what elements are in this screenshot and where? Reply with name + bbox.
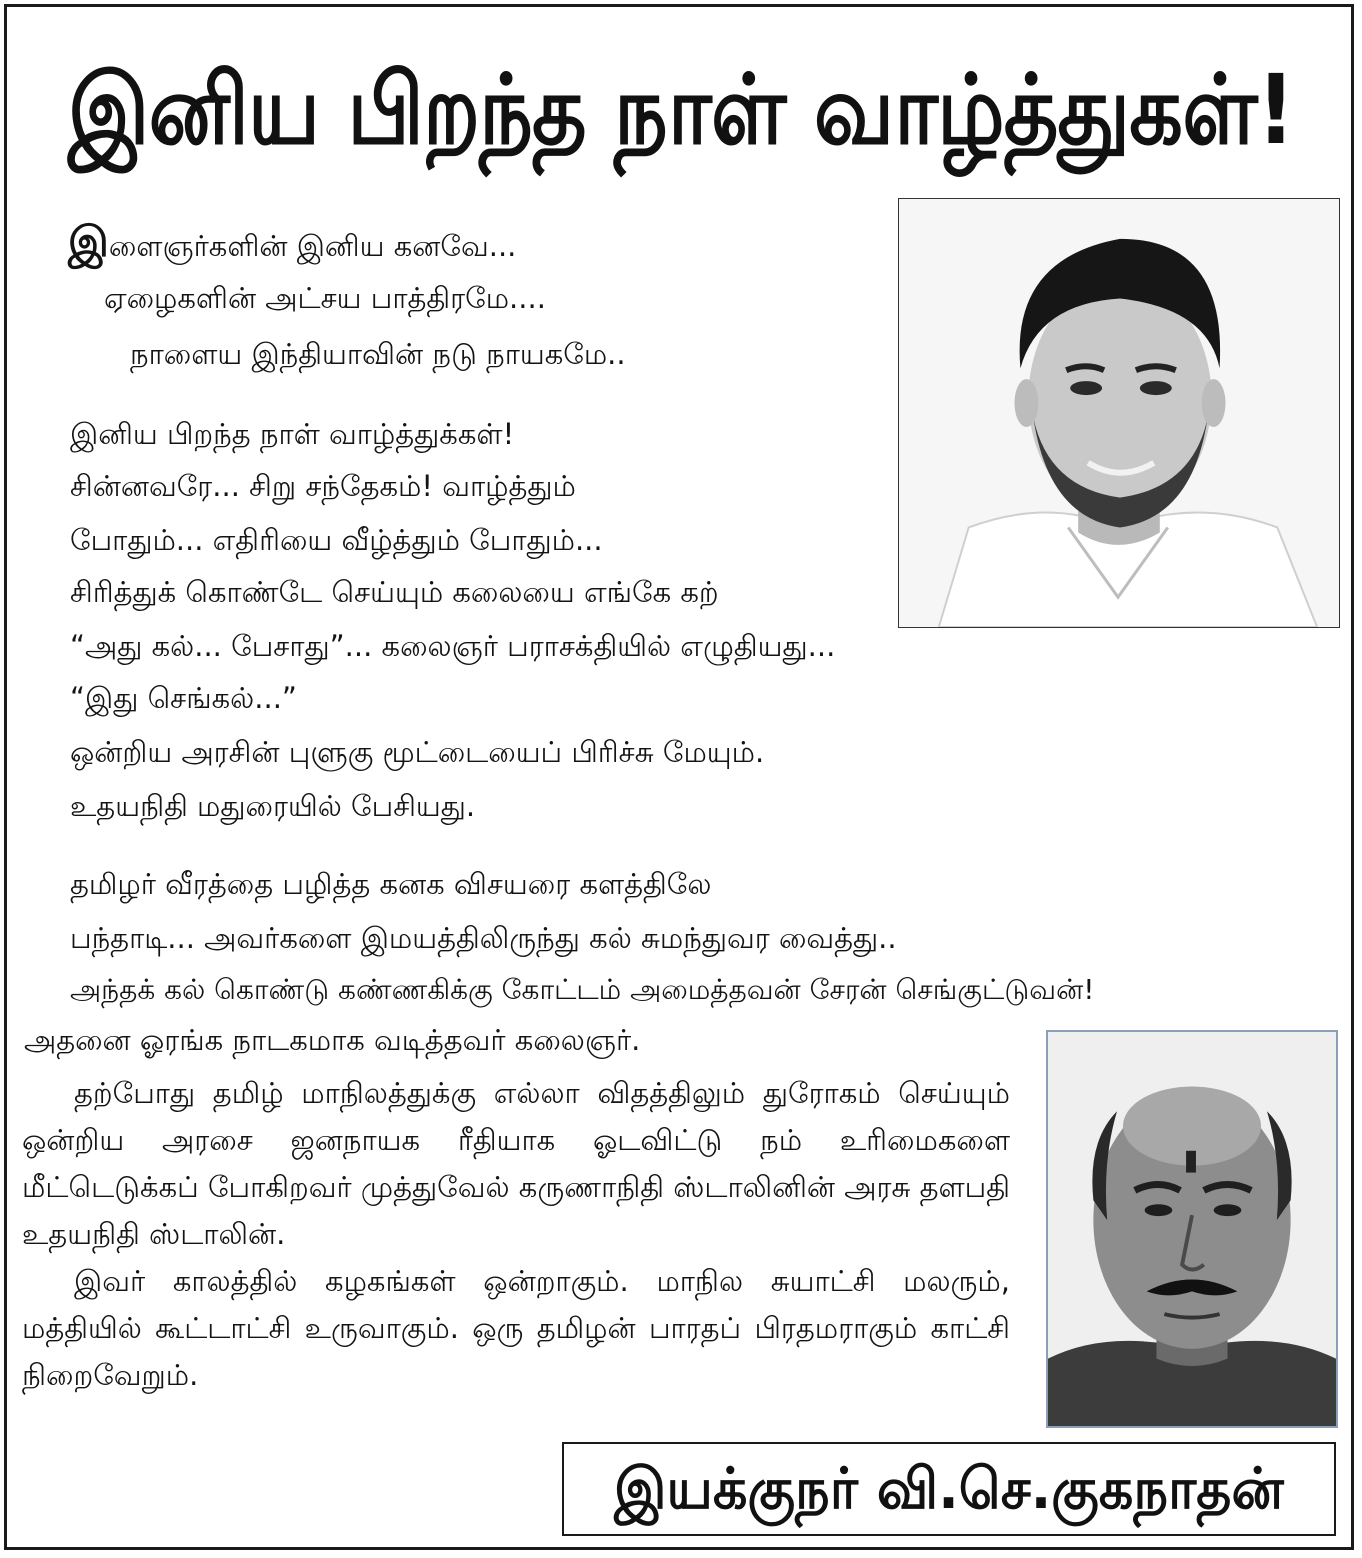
stanza2-line: இனிய பிறந்த நாள் வாழ்த்துக்கள்! xyxy=(70,417,515,451)
portrait-photo-bottom xyxy=(1046,1030,1338,1428)
stanza2-line: “அது கல்... பேசாது”... கலைஞர் பராசக்தியில் எழுதியது... xyxy=(70,629,836,663)
signature: இயக்குநர் வி.செ.குகநாதன் xyxy=(614,1455,1284,1522)
stanza3-line: அதனை ஓரங்க நாடகமாக வடித்தவர் கலைஞர். xyxy=(24,1023,641,1057)
poem-line-1 xyxy=(68,217,517,266)
portrait-photo-top xyxy=(898,198,1340,628)
stanza2-line: உதயநிதி மதுரையில் பேசியது. xyxy=(70,789,476,823)
headline: இனிய பிறந்த நாள் வாழ்த்துகள்! xyxy=(67,53,1295,166)
stanza3-line: பந்தாடி... அவர்களை இமயத்திலிருந்து கல் சுமந்துவர வைத்து.. xyxy=(70,921,897,955)
signature-box xyxy=(562,1442,1336,1536)
paragraph-5: இவர் காலத்தில் கழகங்கள் ஒன்றாகும். மாநில சுயாட்சி மலரும், மத்தியில் கூட்டாட்சி உருவாகும். ஒரு தமிழன் பாரதப் பிரதமராகும் காட்சி நிறைவேறும். xyxy=(22,1264,1011,1392)
dropcap-letter: இ xyxy=(68,217,109,266)
stanza3-line: அந்தக் கல் கொண்டு கண்ணகிக்கு கோட்டம் அமைத்தவன் சேரன் செங்குட்டுவன்! xyxy=(70,973,1095,1006)
paragraph-4: தற்போது தமிழ் மாநிலத்துக்கு எல்லா விதத்திலும் துரோகம் செய்யும் ஒன்றிய அரசை ஜனநாயக ரீதியாக ஓடவிட்டு நம் உரிமைகளை மீட்டெடுக்கப் போகிறவர் முத்துவேல் கருணாநிதி ஸ்டாலினின் அரசு தளபதி உதயநிதி ஸ்டாலின். xyxy=(22,1076,1010,1251)
stanza2-line: ஒன்றிய அரசின் புளுகு மூட்டையைப் பிரிச்சு மேயும். xyxy=(70,735,765,769)
stanza2-line: போதும்... எதிரியை வீழ்த்தும் போதும்... xyxy=(70,523,603,557)
poem-line-1-text: ளைஞர்களின் இனிய கனவே... xyxy=(108,229,517,263)
body-paragraphs xyxy=(22,1070,1010,1399)
stanza3-line: தமிழர் வீரத்தை பழித்த கனக விசயரை களத்திலே xyxy=(70,867,712,901)
poem-line-3: நாளைய இந்தியாவின் நடு நாயகமே.. xyxy=(130,337,626,371)
stanza2-line: சின்னவரே... சிறு சந்தேகம்! வாழ்த்தும் xyxy=(70,469,576,503)
stanza2-line: சிரித்துக் கொண்டே செய்யும் கலையை எங்கே கற் xyxy=(70,575,719,609)
poem-line-2: ஏழைகளின் அட்சய பாத்திரமே.... xyxy=(104,281,546,315)
stanza2-line: “இது செங்கல்...” xyxy=(70,681,297,715)
